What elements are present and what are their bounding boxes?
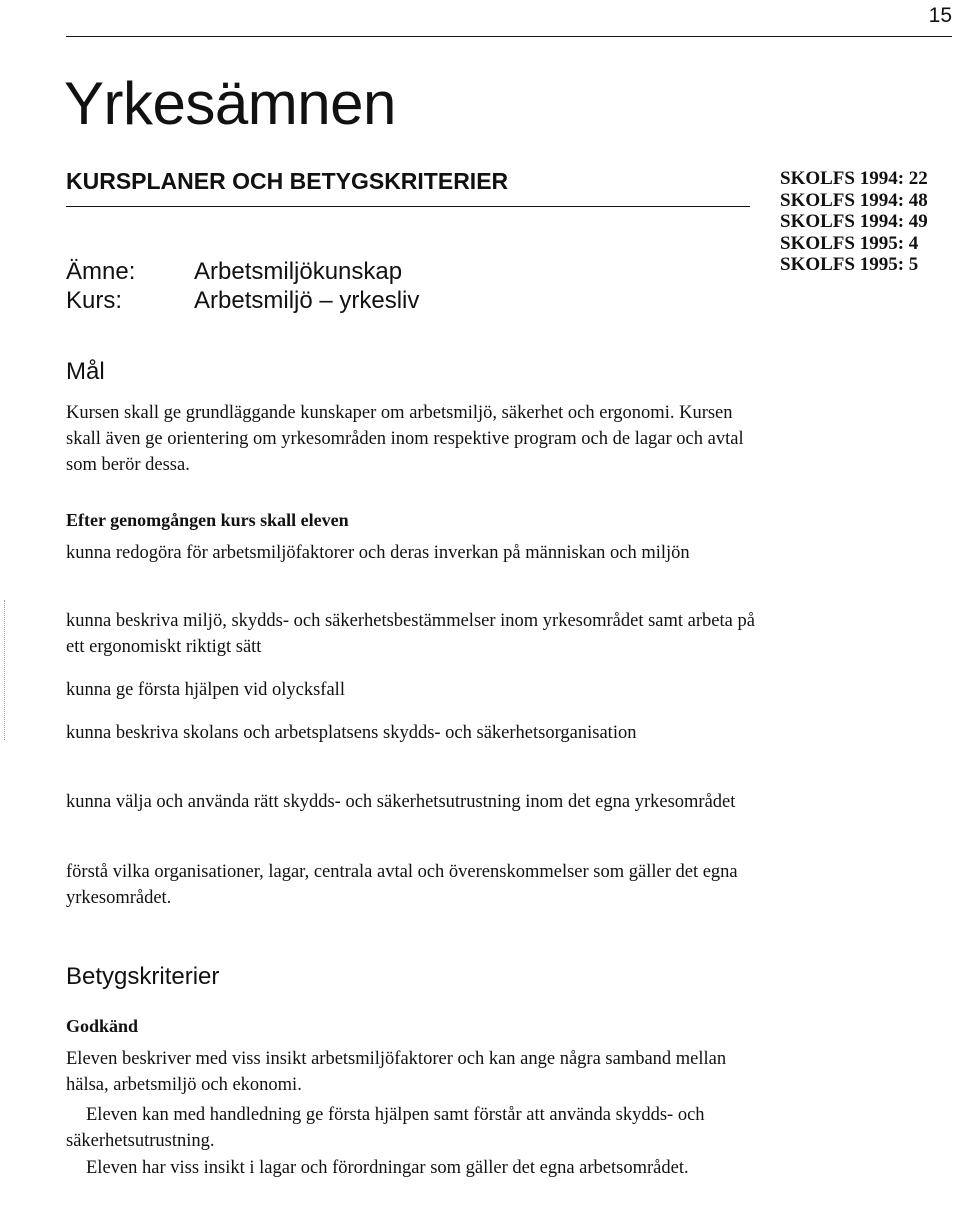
page-subtitle: KURSPLANER OCH BETYGSKRITERIER <box>66 168 509 194</box>
page-number: 15 <box>928 4 952 27</box>
subject-value: Arbetsmiljökunskap <box>194 258 403 285</box>
skolfs-reference: SKOLFS 1994: 49 <box>780 211 928 233</box>
goals-intro-paragraph: Kursen skall ge grundläggande kunskaper om arbetsmiljö, säkerhet och ergonomi. Kursen skall även ge orientering om yrkesområden inom respektive program och de lagar och avtal som berör dessa. <box>66 403 744 475</box>
subtitle-rule <box>66 206 750 207</box>
goals-heading: Mål <box>66 358 105 385</box>
goal-item: förstå vilka organisationer, lagar, centrala avtal och överenskommelser som gäller det egna yrkesområdet. <box>66 862 738 908</box>
skolfs-reference-list <box>780 168 928 276</box>
skolfs-reference: SKOLFS 1994: 48 <box>780 189 928 211</box>
page-title: Yrkesämnen <box>64 70 396 137</box>
grading-criteria-heading: Betygskriterier <box>66 963 220 990</box>
goal-item: kunna beskriva miljö, skydds- och säkerhetsbestämmelser inom yrkesområdet samt arbeta på ett ergonomiskt riktigt sätt <box>66 611 755 657</box>
grading-paragraph: Eleven kan med handledning ge första hjälpen samt förstår att använda skydds- och säkerhetsutrustning. <box>66 1105 705 1151</box>
grading-paragraph: Eleven har viss insikt i lagar och förordningar som gäller det egna arbetsområdet. <box>86 1158 689 1178</box>
goal-item: kunna beskriva skolans och arbetsplatsens skydds- och säkerhetsorganisation <box>66 723 637 743</box>
subject-label: Ämne: <box>66 258 136 285</box>
margin-scan-marks <box>4 600 6 740</box>
subject-course-block <box>66 257 419 315</box>
course-value: Arbetsmiljö – yrkesliv <box>194 287 420 314</box>
top-rule <box>66 36 952 37</box>
goal-item: kunna välja och använda rätt skydds- och säkerhetsutrustning inom det egna yrkesområdet <box>66 792 736 812</box>
subject-row <box>66 257 419 286</box>
skolfs-reference: SKOLFS 1994: 22 <box>780 168 928 189</box>
grading-paragraph: Eleven beskriver med viss insikt arbetsmiljöfaktorer och kan ange några samband mellan hälsa, arbetsmiljö och ekonomi. <box>66 1049 727 1095</box>
grade-passed-heading: Godkänd <box>66 1016 139 1036</box>
skolfs-reference: SKOLFS 1995: 5 <box>780 254 919 276</box>
skolfs-reference: SKOLFS 1995: 4 <box>780 232 919 254</box>
after-course-heading: Efter genomgången kurs skall eleven <box>66 510 349 530</box>
goal-item: kunna ge första hjälpen vid olycksfall <box>66 680 345 700</box>
course-label: Kurs: <box>66 287 123 314</box>
goal-item: kunna redogöra för arbetsmiljöfaktorer och deras inverkan på människan och miljön <box>66 543 690 563</box>
course-row <box>66 286 419 315</box>
